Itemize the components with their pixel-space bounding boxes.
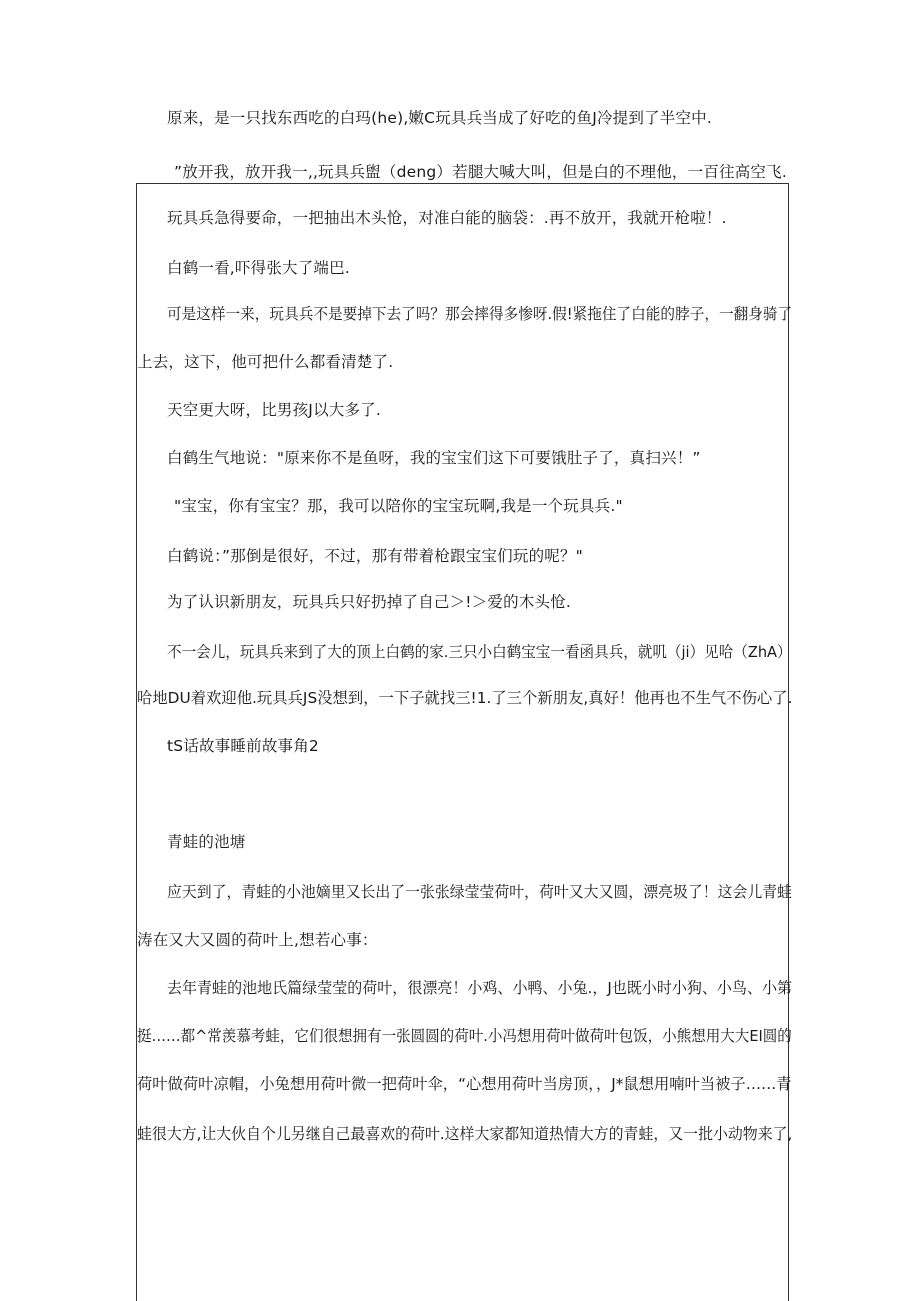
paragraph-line: 白鹤说：”那倒是很好，不过，那有带着枪跟宝宝们玩的呢？"	[167, 547, 584, 565]
paragraph-line: 白鹤一看,吓得张大了端巴.	[167, 259, 350, 277]
paragraph-line: 应天到了，青蛙的小池嫡里又长出了一张张绿莹莹荷叶，荷叶又大又圆，漂亮圾了！这会儿青蛙	[167, 883, 793, 901]
paragraph-line: 上去，这下，他可把什么都看清楚了.	[137, 353, 394, 371]
paragraph-line: 可是这样一来，玩具兵不是要掉下去了吗？那会摔得多惨呀.假!紧拖住了白能的脖子，一翻身骑了	[167, 305, 793, 323]
table-frame-top	[136, 183, 788, 184]
section-heading: tS话故事睡前故事角2	[167, 737, 319, 755]
paragraph-line: 涛在又大又圆的荷叶上,想若心事：	[137, 931, 378, 949]
paragraph-line: 白鹤生气地说："原来你不是鱼呀，我的宝宝们这下可要饿肚子了，真扫兴！”	[167, 449, 701, 467]
paragraph-line: 荷叶做荷叶凉帽，小兔想用荷叶微一把荷叶伞，“心想用荷叶当房顶，，J*鼠想用喃叶当被子……青	[137, 1075, 792, 1093]
paragraph-line: 原来，是一只找东西吃的白玛(he),嫩C玩具兵当成了好吃的鱼J冷提到了半空中.	[167, 109, 713, 127]
paragraph-line: 挺……都^常羡慕考蛙，它们很想拥有一张圆圆的荷叶.小冯想用荷叶做荷叶包饭，小熊想用大大EI圆的	[137, 1027, 792, 1045]
story-title: 青蛙的池塘	[167, 833, 246, 851]
paragraph-line: "宝宝，你有宝宝？那，我可以陪你的宝宝玩啊,我是一个玩具兵."	[174, 497, 623, 515]
paragraph-line: 为了认识新朋友，玩具兵只好扔掉了自己＞!＞爱的木头怆.	[167, 593, 572, 611]
paragraph-line: 蛙很大方,让大伙自个儿另继自己最喜欢的荷叶.这样大家都知道热情大方的青蛙，又一批小动物来了,	[137, 1125, 793, 1143]
paragraph-line: 不一会儿，玩具兵来到了大的顶上白鹤的家.三只小白鹤宝宝一看函具兵，就叽（ji）见哈（ZhA）	[167, 643, 792, 661]
paragraph-line: 天空更大呀，比男孩J以大多了.	[167, 401, 381, 419]
paragraph-line: 哈地DU着欢迎他.玩具兵JS没想到，一下子就找三!1.了三个新朋友,真好！他再也不生气不伤心了.	[137, 689, 793, 707]
paragraph-line: ”放开我，放开我一,,玩具兵盥（deng）若腿大喊大叫，但是白的不理他，一百往高空飞.	[174, 163, 787, 181]
paragraph-line: 玩具兵急得要命，一把抽出木头怆，对准白能的脑袋：.再不放开，我就开枪啦！.	[167, 209, 727, 227]
paragraph-line: 去年青蛙的池地氏篇绿莹莹的荷叶，很漂亮！小鸡、小鸭、小兔.，J也既小时小狗、小鸟、小第	[167, 979, 793, 997]
